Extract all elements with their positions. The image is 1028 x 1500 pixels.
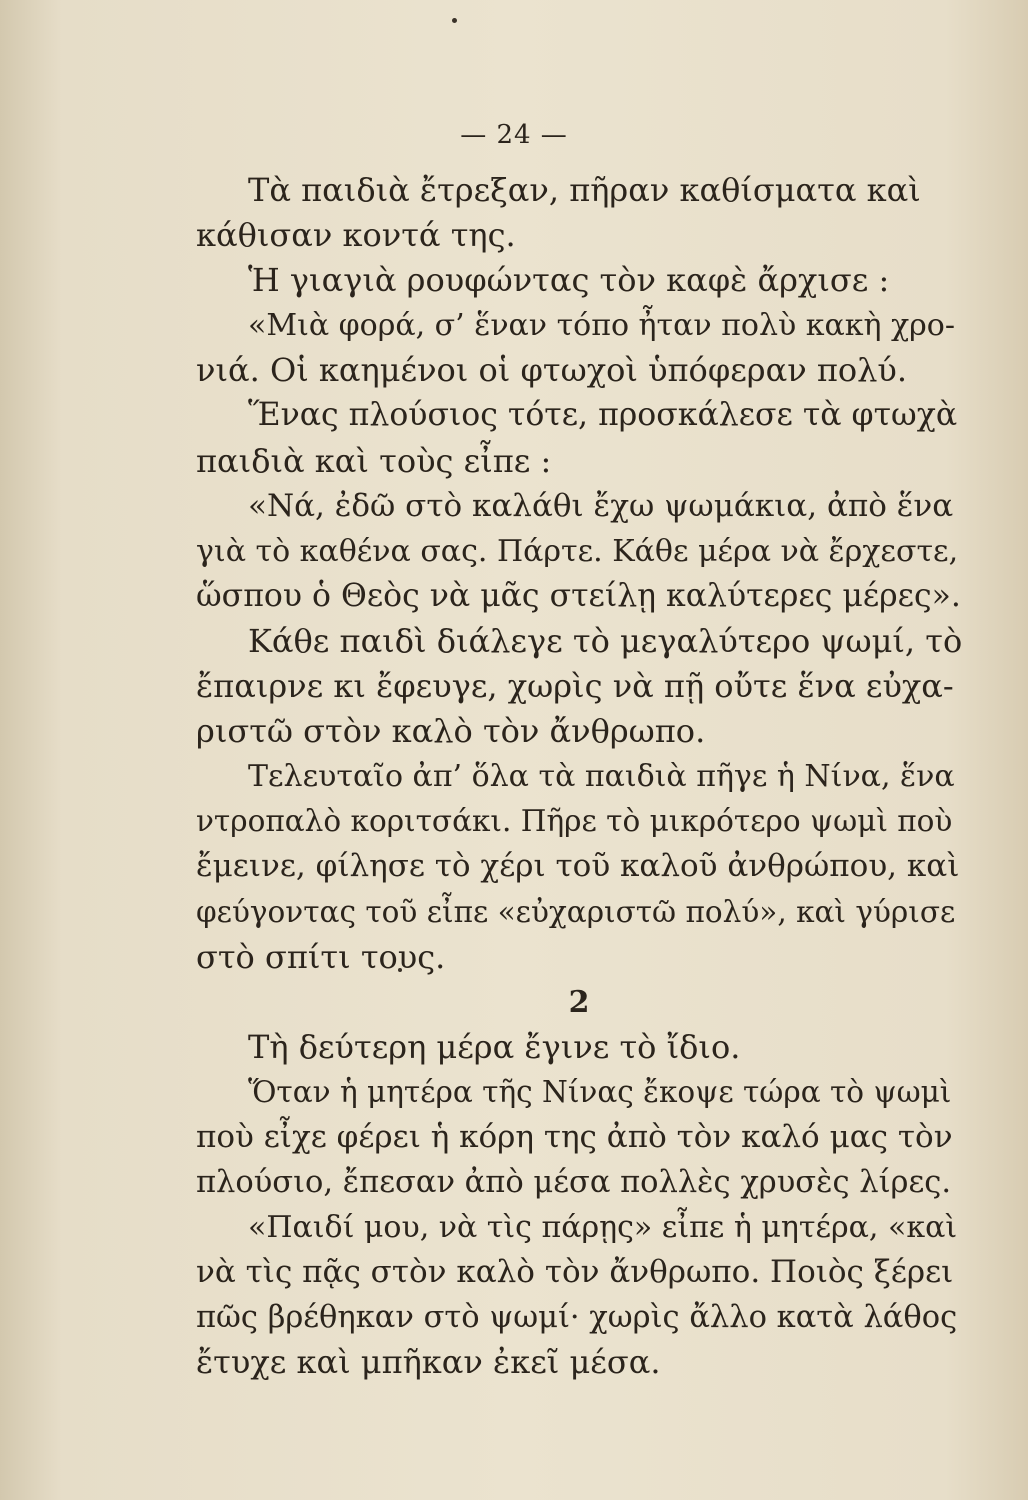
text-line: ἔπαιρνε κι ἔφευγε, χωρὶς νὰ πῇ οὔτε ἕνα εὐχα- [196,667,954,706]
paragraph-block-2 [196,1025,962,1386]
page-number: — 24 — [460,120,568,150]
paragraph-block-1 [196,168,962,980]
text-line: Ἕνας πλούσιος τότε, προσκάλεσε τὰ φτωχὰ [248,397,958,434]
text-line: ἔμεινε, φίλησε τὸ χέρι τοῦ καλοῦ ἀνθρώπου, καὶ [196,848,960,885]
text-line: Ἡ γιαγιὰ ρουφώντας τὸν καφὲ ἄρχισε : [248,261,890,300]
text-line: παιδιὰ καὶ τοὺς εἶπε : [196,441,552,480]
text-line: Τὰ παιδιὰ ἔτρεξαν, πῆραν καθίσματα καὶ [248,171,921,209]
text-line: Ὅταν ἡ μητέρα τῆς Νίνας ἔκοψε τώρα τὸ ψωμὶ [248,1074,952,1109]
text-line: νιά. Οἱ καημένοι οἱ φτωχοὶ ὑπόφεραν πολύ. [196,351,908,390]
text-line: πῶς βρέθηκαν στὸ ψωμί· χωρὶς ἄλλο κατὰ λάθος [196,1300,958,1336]
text-line: ποὺ εἶχε φέρει ἡ κόρη της ἀπὸ τὸν καλό μας τὸν [196,1118,953,1155]
text-line: «Μιὰ φορά, σ’ ἕναν τόπο ἦταν πολὺ κακὴ χρο- [248,308,956,344]
ink-speck [452,18,457,23]
text-line: στὸ σπίτι τους. [196,937,446,976]
text-line: Κάθε παιδὶ διάλεγε τὸ μεγαλύτερο ψωμί, τὸ [248,621,963,660]
text-line: «Νά, ἐδῶ στὸ καλάθι ἔχω ψωμάκια, ἀπὸ ἕνα [248,487,954,524]
text-line: Τελευταῖο ἀπ’ ὅλα τὰ παιδιὰ πῆγε ἡ Νίνα, ἕνα [248,759,955,795]
text-line: ριστῶ στὸν καλὸ τὸν ἄνθρωπο. [196,712,706,751]
section-number: 2 [568,984,590,1020]
text-line: πλούσιο, ἔπεσαν ἀπὸ μέσα πολλὲς χρυσὲς λίρες. [196,1165,952,1201]
text-line: ἔτυχε καὶ μπῆκαν ἐκεῖ μέσα. [196,1343,661,1382]
text-line: νὰ τὶς πᾷς στὸν καλὸ τὸν ἄνθρωπο. Ποιὸς ξέρει [196,1254,954,1291]
text-line: κάθισαν κοντά της. [196,216,516,255]
text-line: γιὰ τὸ καθένα σας. Πάρτε. Κάθε μέρα νὰ ἔρχεστε, [196,533,959,569]
text-line: ντροπαλὸ κοριτσάκι. Πῆρε τὸ μικρότερο ψωμὶ ποὺ [196,804,953,839]
text-line: φεύγοντας τοῦ εἶπε «εὐχαριστῶ πολύ», καὶ γύρισε [196,894,956,929]
text-line: Τὴ δεύτερη μέρα ἔγινε τὸ ἴδιο. [248,1027,741,1066]
text-line: ὥσπου ὁ Θεὸς νὰ μᾶς στείλῃ καλύτερες μέρες». [196,577,961,614]
page-body [196,168,962,1386]
text-line: «Παιδί μου, νὰ τὶς πάρῃς» εἶπε ἡ μητέρα, «καὶ [248,1210,958,1246]
